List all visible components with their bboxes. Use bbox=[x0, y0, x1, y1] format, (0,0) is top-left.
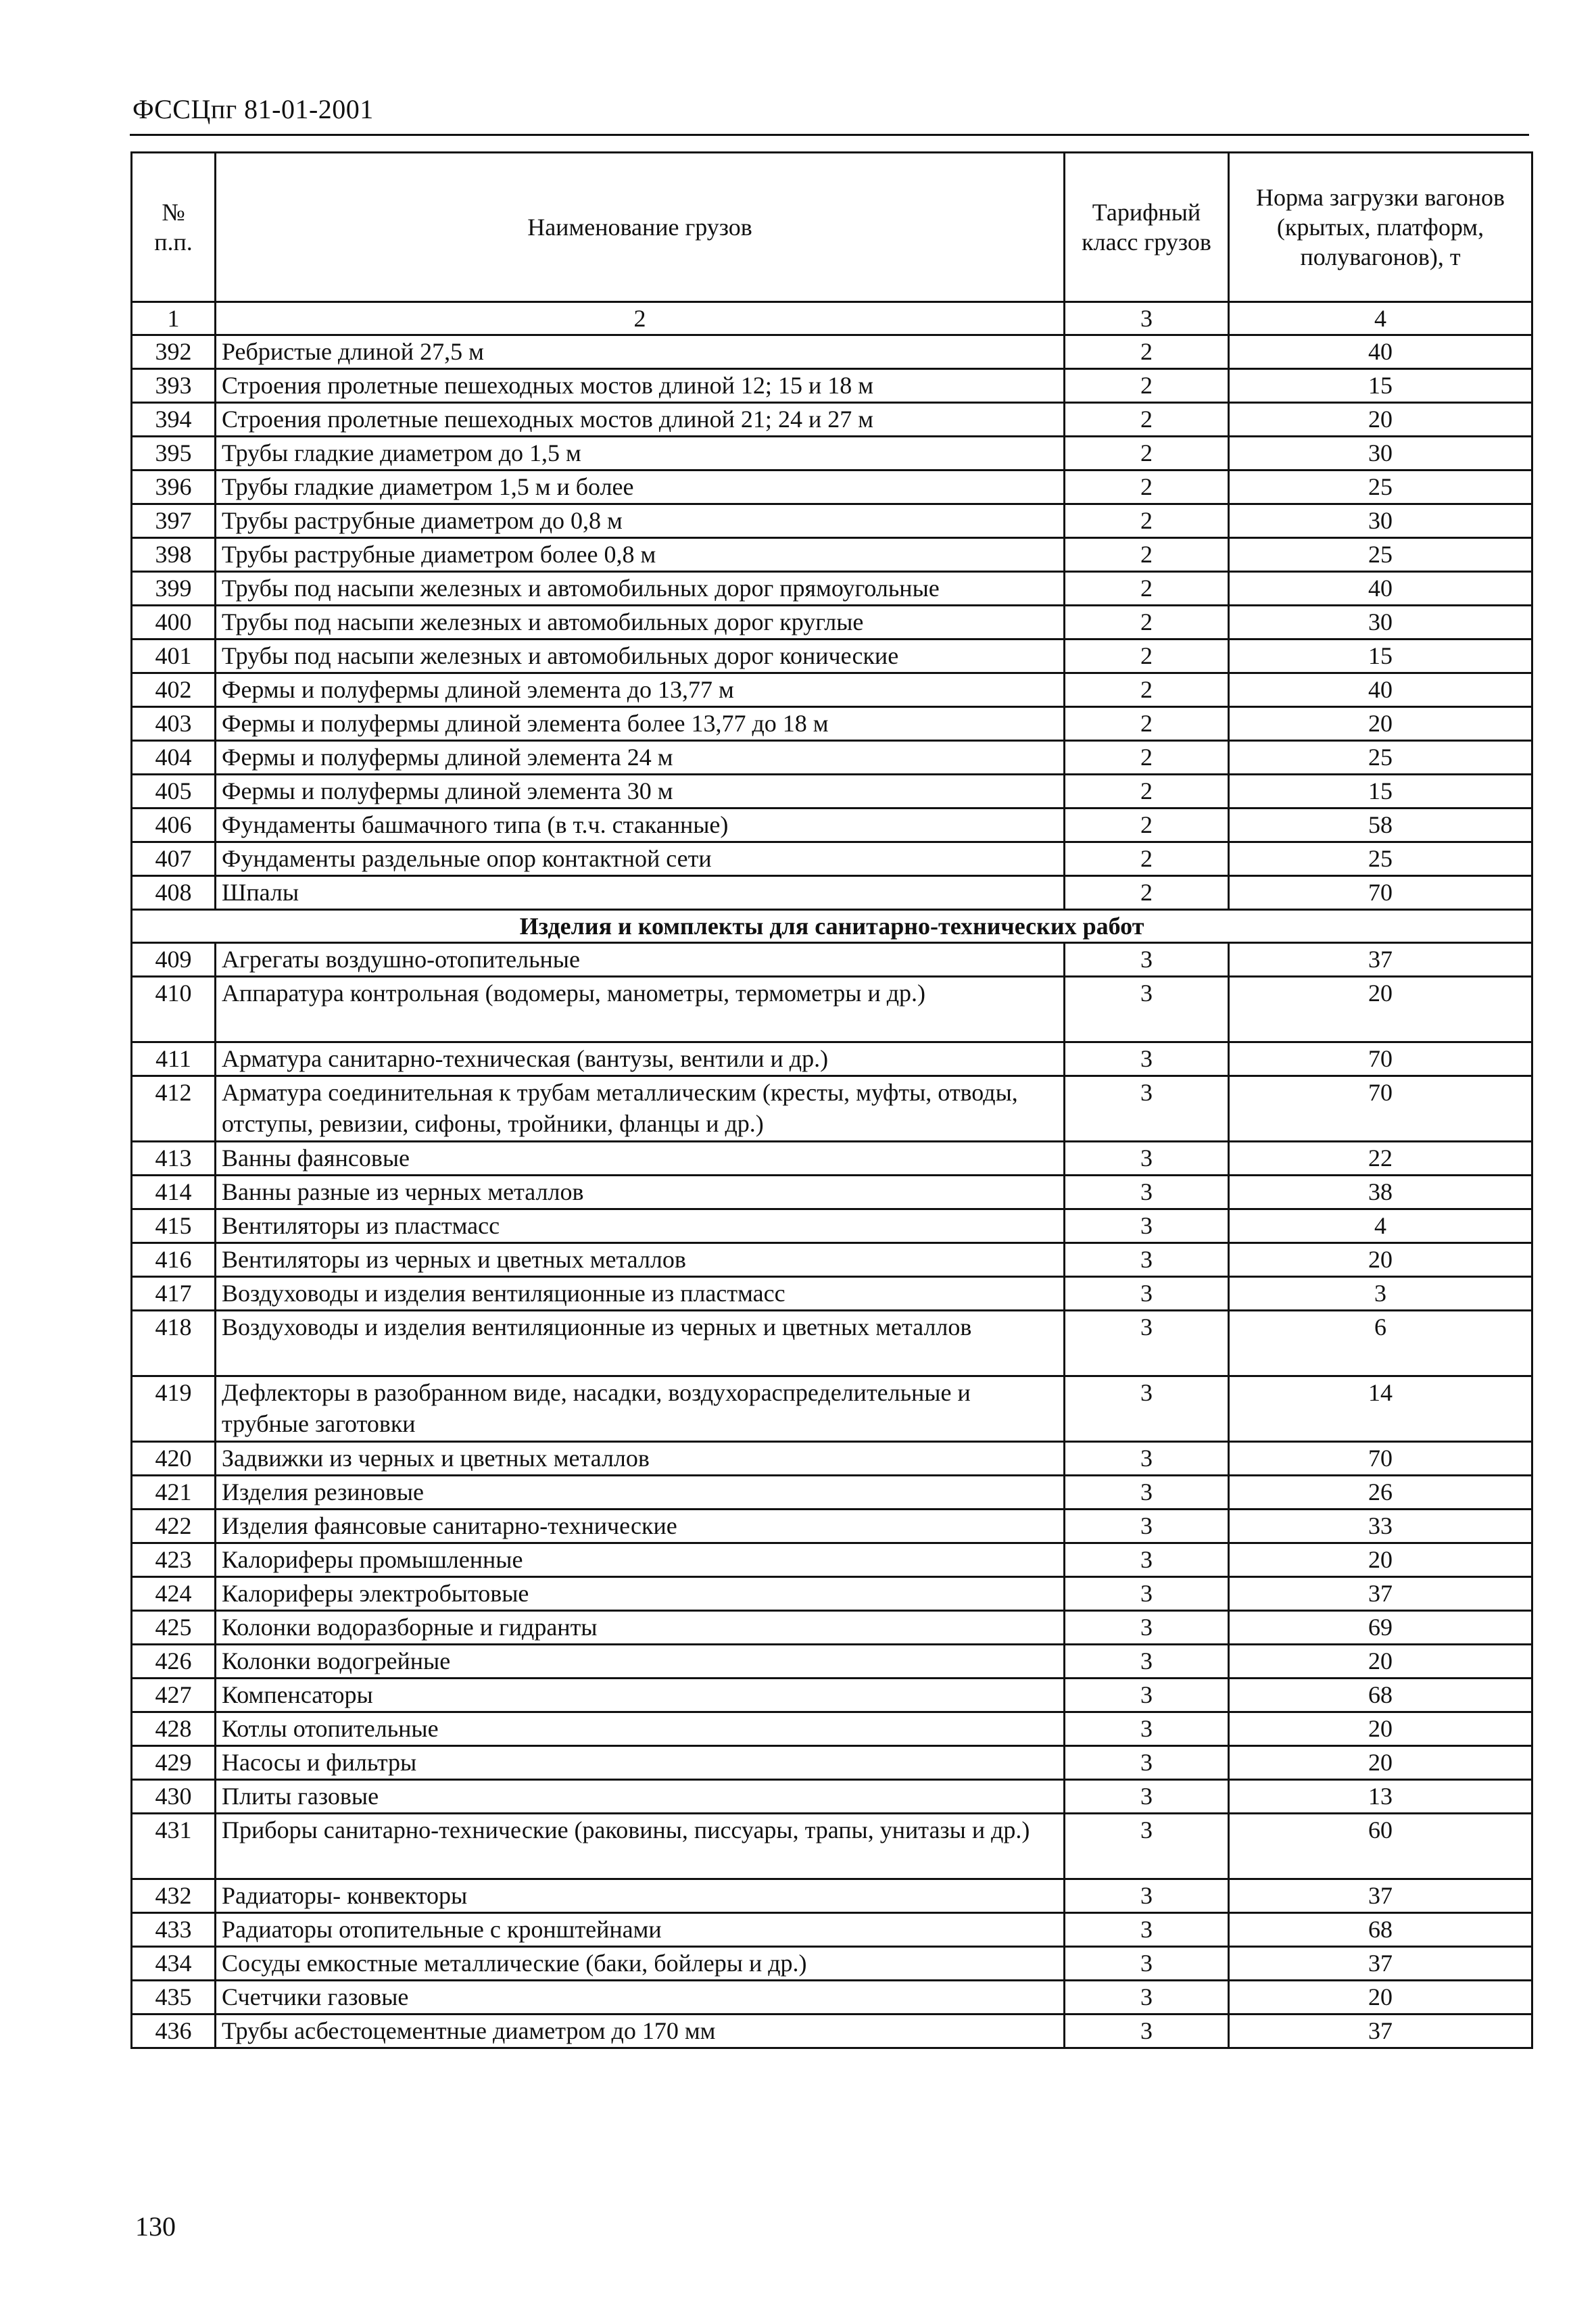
tariff-class: 3 bbox=[1065, 1780, 1229, 1814]
load-norm: 37 bbox=[1229, 1947, 1532, 1981]
load-norm: 38 bbox=[1229, 1176, 1532, 1209]
tariff-class: 3 bbox=[1065, 1645, 1229, 1679]
tariff-class: 3 bbox=[1065, 977, 1229, 1042]
load-norm: 20 bbox=[1229, 1746, 1532, 1780]
row-number: 408 bbox=[132, 876, 216, 910]
tariff-class: 2 bbox=[1065, 538, 1229, 572]
row-number: 405 bbox=[132, 775, 216, 809]
tariff-class: 2 bbox=[1065, 403, 1229, 437]
table-row bbox=[132, 1879, 1532, 1913]
row-number: 418 bbox=[132, 1311, 216, 1376]
table-row bbox=[132, 1981, 1532, 2015]
load-norm: 15 bbox=[1229, 775, 1532, 809]
cargo-name: Изделия фаянсовые санитарно-технические bbox=[216, 1510, 1065, 1543]
load-norm: 22 bbox=[1229, 1142, 1532, 1176]
tariff-class: 3 bbox=[1065, 1277, 1229, 1311]
cargo-name: Фермы и полуфермы длиной элемента 30 м bbox=[216, 775, 1065, 809]
table-row bbox=[132, 403, 1532, 437]
tariff-class: 2 bbox=[1065, 504, 1229, 538]
table-row bbox=[132, 977, 1532, 1042]
tariff-class: 2 bbox=[1065, 640, 1229, 673]
table-row bbox=[132, 1277, 1532, 1311]
tariff-class: 2 bbox=[1065, 335, 1229, 369]
page-number: 130 bbox=[135, 2211, 176, 2242]
row-number: 412 bbox=[132, 1076, 216, 1142]
cargo-name: Приборы санитарно-технические (раковины, писсуары, трапы, унитазы и др.) bbox=[216, 1814, 1065, 1879]
row-number: 417 bbox=[132, 1277, 216, 1311]
load-norm: 37 bbox=[1229, 2015, 1532, 2048]
table-row bbox=[132, 1645, 1532, 1679]
tariff-class: 3 bbox=[1065, 1913, 1229, 1947]
table-row bbox=[132, 504, 1532, 538]
row-number: 424 bbox=[132, 1577, 216, 1611]
cargo-name: Счетчики газовые bbox=[216, 1981, 1065, 2015]
load-norm: 68 bbox=[1229, 1679, 1532, 1712]
row-number: 429 bbox=[132, 1746, 216, 1780]
cargo-name: Трубы под насыпи железных и автомобильных дорог прямоугольные bbox=[216, 572, 1065, 606]
row-number: 407 bbox=[132, 842, 216, 876]
table-row bbox=[132, 1142, 1532, 1176]
table-row bbox=[132, 1543, 1532, 1577]
cargo-name: Колонки водоразборные и гидранты bbox=[216, 1611, 1065, 1645]
load-norm: 37 bbox=[1229, 943, 1532, 977]
cargo-name: Сосуды емкостные металлические (баки, бойлеры и др.) bbox=[216, 1947, 1065, 1981]
tariff-class: 3 bbox=[1065, 1142, 1229, 1176]
row-number: 401 bbox=[132, 640, 216, 673]
row-number: 434 bbox=[132, 1947, 216, 1981]
row-number: 398 bbox=[132, 538, 216, 572]
load-norm: 25 bbox=[1229, 842, 1532, 876]
row-number: 428 bbox=[132, 1712, 216, 1746]
row-number: 420 bbox=[132, 1442, 216, 1476]
cargo-name: Калориферы электробытовые bbox=[216, 1577, 1065, 1611]
cargo-name: Фермы и полуфермы длиной элемента до 13,77 м bbox=[216, 673, 1065, 707]
table-row bbox=[132, 1712, 1532, 1746]
load-norm: 20 bbox=[1229, 1712, 1532, 1746]
header-name: Наименование грузов bbox=[216, 153, 1065, 302]
table-row bbox=[132, 2015, 1532, 2048]
tariff-class: 2 bbox=[1065, 471, 1229, 504]
cargo-name: Трубы гладкие диаметром до 1,5 м bbox=[216, 437, 1065, 471]
table-row bbox=[132, 1611, 1532, 1645]
row-number: 435 bbox=[132, 1981, 216, 2015]
table-row bbox=[132, 437, 1532, 471]
cargo-name: Трубы раструбные диаметром до 0,8 м bbox=[216, 504, 1065, 538]
table-row bbox=[132, 1076, 1532, 1142]
load-norm: 20 bbox=[1229, 707, 1532, 741]
tariff-class: 2 bbox=[1065, 673, 1229, 707]
row-number: 425 bbox=[132, 1611, 216, 1645]
row-number: 422 bbox=[132, 1510, 216, 1543]
tariff-class: 2 bbox=[1065, 809, 1229, 842]
table-row bbox=[132, 640, 1532, 673]
cargo-name: Трубы под насыпи железных и автомобильных дорог круглые bbox=[216, 606, 1065, 640]
cargo-name: Агрегаты воздушно-отопительные bbox=[216, 943, 1065, 977]
row-number: 423 bbox=[132, 1543, 216, 1577]
row-number: 392 bbox=[132, 335, 216, 369]
section-row bbox=[132, 910, 1532, 943]
row-number: 436 bbox=[132, 2015, 216, 2048]
tariff-class: 2 bbox=[1065, 741, 1229, 775]
tariff-class: 2 bbox=[1065, 775, 1229, 809]
row-number: 430 bbox=[132, 1780, 216, 1814]
tariff-class: 3 bbox=[1065, 1209, 1229, 1243]
tariff-class: 3 bbox=[1065, 1947, 1229, 1981]
row-number: 433 bbox=[132, 1913, 216, 1947]
table-row bbox=[132, 1947, 1532, 1981]
load-norm: 25 bbox=[1229, 538, 1532, 572]
cargo-name: Дефлекторы в разобранном виде, насадки, воздухораспределительные и трубные заготовки bbox=[216, 1376, 1065, 1442]
table-row bbox=[132, 809, 1532, 842]
row-number: 415 bbox=[132, 1209, 216, 1243]
header-number: № п.п. bbox=[132, 153, 216, 302]
row-number: 400 bbox=[132, 606, 216, 640]
cargo-name: Строения пролетные пешеходных мостов длиной 12; 15 и 18 м bbox=[216, 369, 1065, 403]
load-norm: 70 bbox=[1229, 1442, 1532, 1476]
load-norm: 25 bbox=[1229, 741, 1532, 775]
cargo-name: Ванны фаянсовые bbox=[216, 1142, 1065, 1176]
table-row bbox=[132, 707, 1532, 741]
tariff-class: 2 bbox=[1065, 707, 1229, 741]
row-number: 421 bbox=[132, 1476, 216, 1510]
load-norm: 3 bbox=[1229, 1277, 1532, 1311]
cargo-name: Радиаторы отопительные с кронштейнами bbox=[216, 1913, 1065, 1947]
column-number: 1 bbox=[132, 302, 216, 335]
tariff-class: 3 bbox=[1065, 1311, 1229, 1376]
table-row bbox=[132, 335, 1532, 369]
column-number: 3 bbox=[1065, 302, 1229, 335]
table-row bbox=[132, 538, 1532, 572]
table-row bbox=[132, 1311, 1532, 1376]
tariff-class: 3 bbox=[1065, 1679, 1229, 1712]
row-number: 404 bbox=[132, 741, 216, 775]
table-row bbox=[132, 369, 1532, 403]
tariff-class: 3 bbox=[1065, 1981, 1229, 2015]
cargo-name: Трубы под насыпи железных и автомобильных дорог конические bbox=[216, 640, 1065, 673]
load-norm: 20 bbox=[1229, 977, 1532, 1042]
cargo-name: Шпалы bbox=[216, 876, 1065, 910]
cargo-name: Плиты газовые bbox=[216, 1780, 1065, 1814]
tariff-class: 2 bbox=[1065, 606, 1229, 640]
load-norm: 20 bbox=[1229, 1243, 1532, 1277]
table-row bbox=[132, 1476, 1532, 1510]
tariff-class: 2 bbox=[1065, 572, 1229, 606]
load-norm: 70 bbox=[1229, 876, 1532, 910]
header-tariff-class: Тарифный класс грузов bbox=[1065, 153, 1229, 302]
cargo-table bbox=[130, 151, 1533, 2049]
table-row bbox=[132, 1577, 1532, 1611]
tariff-class: 3 bbox=[1065, 1376, 1229, 1442]
table-row bbox=[132, 572, 1532, 606]
load-norm: 30 bbox=[1229, 437, 1532, 471]
row-number: 427 bbox=[132, 1679, 216, 1712]
load-norm: 26 bbox=[1229, 1476, 1532, 1510]
row-number: 403 bbox=[132, 707, 216, 741]
row-number: 419 bbox=[132, 1376, 216, 1442]
cargo-name: Трубы асбестоцементные диаметром до 170 мм bbox=[216, 2015, 1065, 2048]
load-norm: 4 bbox=[1229, 1209, 1532, 1243]
tariff-class: 3 bbox=[1065, 1442, 1229, 1476]
cargo-name: Воздуховоды и изделия вентиляционные из черных и цветных металлов bbox=[216, 1311, 1065, 1376]
header-rule bbox=[130, 134, 1529, 136]
row-number: 397 bbox=[132, 504, 216, 538]
load-norm: 20 bbox=[1229, 1645, 1532, 1679]
row-number: 399 bbox=[132, 572, 216, 606]
cargo-name: Фермы и полуфермы длиной элемента 24 м bbox=[216, 741, 1065, 775]
cargo-name: Воздуховоды и изделия вентиляционные из пластмасс bbox=[216, 1277, 1065, 1311]
tariff-class: 3 bbox=[1065, 1543, 1229, 1577]
load-norm: 70 bbox=[1229, 1076, 1532, 1142]
load-norm: 25 bbox=[1229, 471, 1532, 504]
cargo-name: Компенсаторы bbox=[216, 1679, 1065, 1712]
tariff-class: 3 bbox=[1065, 1176, 1229, 1209]
table-row bbox=[132, 1376, 1532, 1442]
cargo-name: Котлы отопительные bbox=[216, 1712, 1065, 1746]
table-row bbox=[132, 1746, 1532, 1780]
tariff-class: 2 bbox=[1065, 842, 1229, 876]
cargo-name: Фундаменты раздельные опор контактной сети bbox=[216, 842, 1065, 876]
row-number: 409 bbox=[132, 943, 216, 977]
tariff-class: 3 bbox=[1065, 1712, 1229, 1746]
column-number-row bbox=[132, 302, 1532, 335]
cargo-name: Калориферы промышленные bbox=[216, 1543, 1065, 1577]
cargo-name: Арматура санитарно-техническая (вантузы, вентили и др.) bbox=[216, 1042, 1065, 1076]
table-row bbox=[132, 606, 1532, 640]
row-number: 396 bbox=[132, 471, 216, 504]
load-norm: 6 bbox=[1229, 1311, 1532, 1376]
row-number: 393 bbox=[132, 369, 216, 403]
row-number: 410 bbox=[132, 977, 216, 1042]
load-norm: 68 bbox=[1229, 1913, 1532, 1947]
load-norm: 14 bbox=[1229, 1376, 1532, 1442]
row-number: 413 bbox=[132, 1142, 216, 1176]
tariff-class: 2 bbox=[1065, 876, 1229, 910]
tariff-class: 3 bbox=[1065, 943, 1229, 977]
load-norm: 15 bbox=[1229, 369, 1532, 403]
load-norm: 40 bbox=[1229, 673, 1532, 707]
cargo-name: Радиаторы- конвекторы bbox=[216, 1879, 1065, 1913]
tariff-class: 3 bbox=[1065, 1042, 1229, 1076]
row-number: 431 bbox=[132, 1814, 216, 1879]
row-number: 395 bbox=[132, 437, 216, 471]
table-row bbox=[132, 1042, 1532, 1076]
cargo-name: Ребристые длиной 27,5 м bbox=[216, 335, 1065, 369]
tariff-class: 2 bbox=[1065, 369, 1229, 403]
table-row bbox=[132, 471, 1532, 504]
tariff-class: 3 bbox=[1065, 1510, 1229, 1543]
row-number: 414 bbox=[132, 1176, 216, 1209]
load-norm: 70 bbox=[1229, 1042, 1532, 1076]
row-number: 406 bbox=[132, 809, 216, 842]
cargo-name: Вентиляторы из черных и цветных металлов bbox=[216, 1243, 1065, 1277]
tariff-class: 3 bbox=[1065, 1611, 1229, 1645]
cargo-name: Вентиляторы из пластмасс bbox=[216, 1209, 1065, 1243]
load-norm: 40 bbox=[1229, 335, 1532, 369]
load-norm: 20 bbox=[1229, 403, 1532, 437]
table-row bbox=[132, 1176, 1532, 1209]
load-norm: 69 bbox=[1229, 1611, 1532, 1645]
load-norm: 58 bbox=[1229, 809, 1532, 842]
cargo-name: Фермы и полуфермы длиной элемента более 13,77 до 18 м bbox=[216, 707, 1065, 741]
table-row bbox=[132, 1780, 1532, 1814]
row-number: 426 bbox=[132, 1645, 216, 1679]
tariff-class: 3 bbox=[1065, 1814, 1229, 1879]
table-row bbox=[132, 1679, 1532, 1712]
table-row bbox=[132, 775, 1532, 809]
table-row bbox=[132, 943, 1532, 977]
tariff-class: 3 bbox=[1065, 2015, 1229, 2048]
load-norm: 30 bbox=[1229, 606, 1532, 640]
table-row bbox=[132, 1209, 1532, 1243]
tariff-class: 3 bbox=[1065, 1746, 1229, 1780]
table-row bbox=[132, 1243, 1532, 1277]
load-norm: 30 bbox=[1229, 504, 1532, 538]
table-row bbox=[132, 876, 1532, 910]
cargo-name: Изделия резиновые bbox=[216, 1476, 1065, 1510]
cargo-name: Насосы и фильтры bbox=[216, 1746, 1065, 1780]
cargo-name: Трубы гладкие диаметром 1,5 м и более bbox=[216, 471, 1065, 504]
load-norm: 37 bbox=[1229, 1879, 1532, 1913]
load-norm: 15 bbox=[1229, 640, 1532, 673]
load-norm: 40 bbox=[1229, 572, 1532, 606]
table-header-row bbox=[132, 153, 1532, 302]
table-row bbox=[132, 673, 1532, 707]
table-row bbox=[132, 741, 1532, 775]
row-number: 402 bbox=[132, 673, 216, 707]
table-row bbox=[132, 1510, 1532, 1543]
cargo-name: Задвижки из черных и цветных металлов bbox=[216, 1442, 1065, 1476]
row-number: 432 bbox=[132, 1879, 216, 1913]
table-row bbox=[132, 842, 1532, 876]
cargo-name: Ванны разные из черных металлов bbox=[216, 1176, 1065, 1209]
table-row bbox=[132, 1442, 1532, 1476]
tariff-class: 3 bbox=[1065, 1476, 1229, 1510]
cargo-name: Фундаменты башмачного типа (в т.ч. стаканные) bbox=[216, 809, 1065, 842]
table-row bbox=[132, 1814, 1532, 1879]
section-title: Изделия и комплекты для санитарно-технических работ bbox=[132, 910, 1532, 943]
tariff-class: 3 bbox=[1065, 1076, 1229, 1142]
cargo-name: Аппаратура контрольная (водомеры, манометры, термометры и др.) bbox=[216, 977, 1065, 1042]
tariff-class: 2 bbox=[1065, 437, 1229, 471]
row-number: 411 bbox=[132, 1042, 216, 1076]
cargo-name: Арматура соединительная к трубам металлическим (кресты, муфты, отводы, отступы, ревизии, сифоны, тройники, фланцы и др.) bbox=[216, 1076, 1065, 1142]
cargo-name: Строения пролетные пешеходных мостов длиной 21; 24 и 27 м bbox=[216, 403, 1065, 437]
tariff-class: 3 bbox=[1065, 1577, 1229, 1611]
load-norm: 33 bbox=[1229, 1510, 1532, 1543]
row-number: 416 bbox=[132, 1243, 216, 1277]
document-code: ФССЦпг 81-01-2001 bbox=[132, 94, 374, 124]
load-norm: 60 bbox=[1229, 1814, 1532, 1879]
load-norm: 37 bbox=[1229, 1577, 1532, 1611]
tariff-class: 3 bbox=[1065, 1879, 1229, 1913]
load-norm: 20 bbox=[1229, 1981, 1532, 2015]
header-load-norm: Норма загрузки вагонов (крытых, платформ, полувагонов), т bbox=[1229, 153, 1532, 302]
column-number: 2 bbox=[216, 302, 1065, 335]
column-number: 4 bbox=[1229, 302, 1532, 335]
row-number: 394 bbox=[132, 403, 216, 437]
load-norm: 20 bbox=[1229, 1543, 1532, 1577]
table-row bbox=[132, 1913, 1532, 1947]
load-norm: 13 bbox=[1229, 1780, 1532, 1814]
tariff-class: 3 bbox=[1065, 1243, 1229, 1277]
cargo-name: Колонки водогрейные bbox=[216, 1645, 1065, 1679]
cargo-name: Трубы раструбные диаметром более 0,8 м bbox=[216, 538, 1065, 572]
